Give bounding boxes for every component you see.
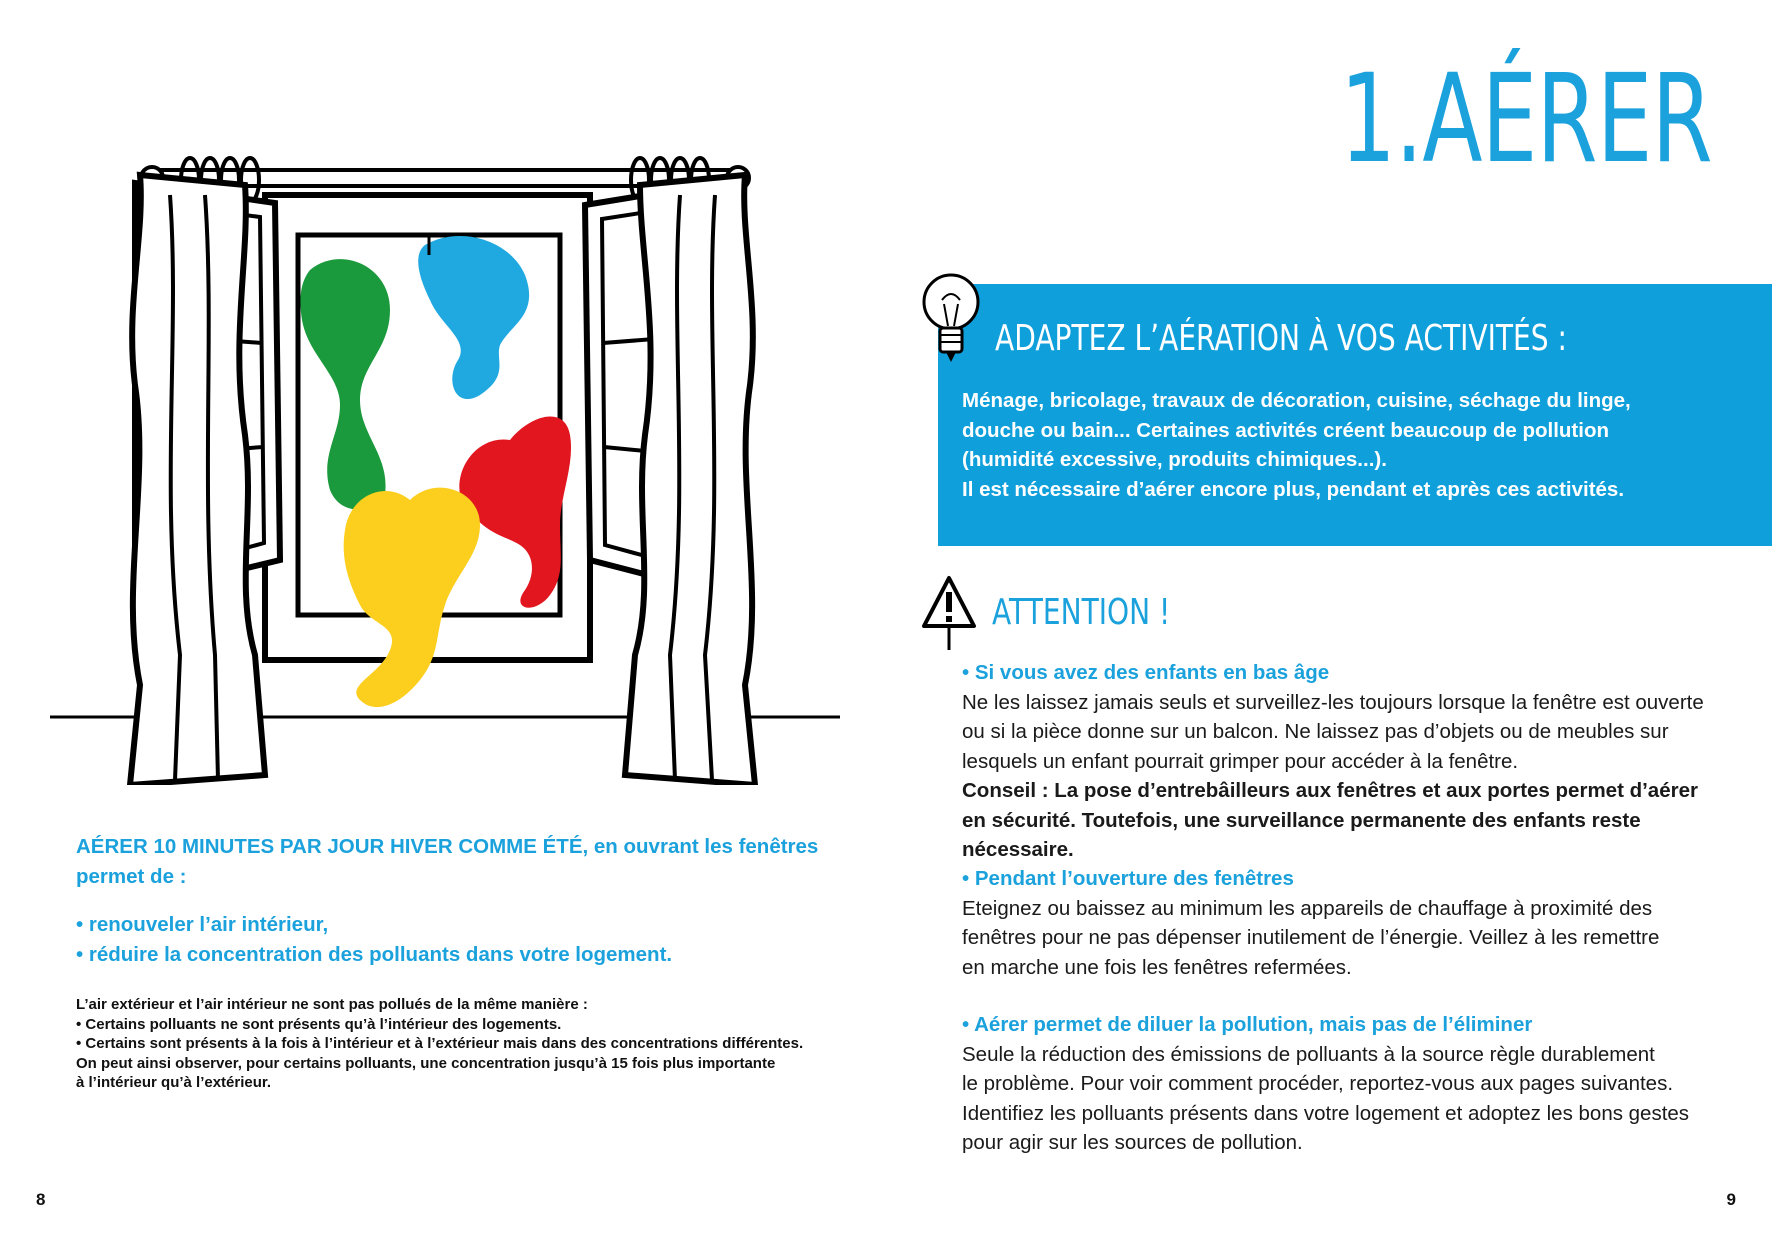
note-line: à l’intérieur qu’à l’extérieur. <box>76 1074 272 1091</box>
tip-box-body <box>962 386 1732 504</box>
tip-box-title: ADAPTEZ L’AÉRATION À VOS ACTIVITÉS : <box>995 318 1567 359</box>
note-line: • Certains sont présents à la fois à l’intérieur et à l’extérieur mais dans des concentrations différentes. <box>76 1035 804 1052</box>
tip-line: (humidité excessive, produits chimiques...). <box>962 448 1387 471</box>
attention-section-dilute <box>962 1010 1732 1158</box>
benefit-item: • réduire la concentration des polluants dans votre logement. <box>76 943 673 966</box>
section-advice-line: en sécurité. Toutefois, une surveillance permanente des enfants reste nécessaire. <box>962 808 1641 861</box>
lead-highlight: AÉRER 10 MINUTES PAR JOUR HIVER COMME ÉTÉ, <box>76 835 589 858</box>
attention-section-windows <box>962 864 1732 982</box>
section-line: Identifiez les polluants présents dans votre logement et adoptez les bons gestes <box>962 1101 1690 1125</box>
benefit-item: • renouveler l’air intérieur, <box>76 913 329 936</box>
section-line: en marche une fois les fenêtres refermées. <box>962 955 1352 979</box>
attention-section-children <box>962 658 1732 865</box>
tip-line: Ménage, bricolage, travaux de décoration, cuisine, séchage du linge, <box>962 389 1631 412</box>
benefit-list <box>76 910 836 970</box>
section-line: ou si la pièce donne sur un balcon. Ne laissez pas d’objets ou de meubles sur <box>962 720 1669 743</box>
lead-rest: en ouvrant les fenêtres <box>588 835 819 858</box>
tip-line: Il est nécessaire d’aérer encore plus, pendant et après ces activités. <box>962 477 1625 501</box>
section-line: pour agir sur les sources de pollution. <box>962 1131 1303 1154</box>
note-line: L’air extérieur et l’air intérieur ne sont pas pollués de la même manière : <box>76 996 588 1013</box>
warning-icon <box>920 574 978 654</box>
section-line: Eteignez ou baissez au minimum les appareils de chauffage à proximité des <box>962 896 1653 920</box>
page-number-right: 9 <box>1726 1190 1736 1209</box>
section-heading: • Si vous avez des enfants en bas âge <box>962 661 1330 684</box>
attention-title: ATTENTION ! <box>992 592 1171 633</box>
section-line: lesquels un enfant pourrait grimper pour accéder à la fenêtre. <box>962 749 1519 773</box>
section-heading: • Aérer permet de diluer la pollution, mais pas de l’éliminer <box>962 1013 1533 1036</box>
page-number-left: 8 <box>36 1190 46 1209</box>
section-line: Seule la réduction des émissions de polluants à la source règle durablement <box>962 1042 1655 1066</box>
section-line: le problème. Pour voir comment procéder, reportez-vous aux pages suivantes. <box>962 1072 1674 1095</box>
section-line: Ne les laissez jamais seuls et surveillez-les toujours lorsque la fenêtre est ouverte <box>962 690 1704 714</box>
tip-line: douche ou bain... Certaines activités créent beaucoup de pollution <box>962 418 1610 442</box>
section-heading: • Pendant l’ouverture des fenêtres <box>962 867 1294 890</box>
note-line: On peut ainsi observer, pour certains polluants, une concentration jusqu’à 15 fois plus importante <box>76 1054 776 1072</box>
air-note <box>76 995 866 1093</box>
lead-paragraph <box>76 832 836 892</box>
window-illustration <box>40 135 850 785</box>
section-line: fenêtres pour ne pas dépenser inutilement de l’énergie. Veillez à les remettre <box>962 926 1660 949</box>
section-advice-line: Conseil : La pose d’entrebâilleurs aux fenêtres et aux portes permet d’aérer <box>962 779 1698 802</box>
note-line: • Certains polluants ne sont présents qu’à l’intérieur des logements. <box>76 1015 562 1033</box>
page-title: 1.AÉRER <box>1340 48 1712 190</box>
lead-line-2: permet de : <box>76 865 187 888</box>
lightbulb-icon <box>918 270 984 370</box>
